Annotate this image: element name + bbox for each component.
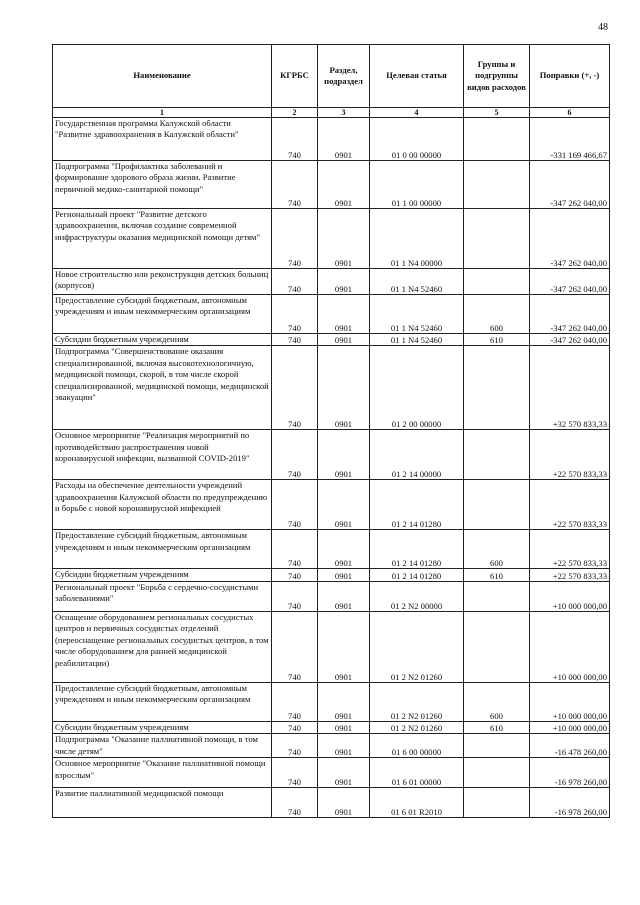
table-row <box>53 269 610 295</box>
table-row <box>53 118 610 161</box>
row-expense-group <box>464 758 530 788</box>
row-target-article: 01 2 N2 01260 <box>370 682 464 721</box>
table-row <box>53 334 610 346</box>
row-section: 0901 <box>318 209 370 269</box>
row-target-article: 01 2 14 00000 <box>370 430 464 480</box>
row-amendment-amount: +10 000 000,00 <box>530 581 610 611</box>
row-expense-group <box>464 161 530 209</box>
row-amendment-amount: +10 000 000,00 <box>530 682 610 721</box>
row-section: 0901 <box>318 721 370 733</box>
table-row <box>53 295 610 334</box>
row-section: 0901 <box>318 682 370 721</box>
row-kgrbs: 740 <box>272 581 318 611</box>
row-expense-group <box>464 581 530 611</box>
row-expense-group: 610 <box>464 569 530 581</box>
column-number: 2 <box>272 108 318 118</box>
row-kgrbs: 740 <box>272 295 318 334</box>
row-name: Основное мероприятие "Оказание паллиативной помощи взрослым" <box>53 758 272 788</box>
row-expense-group: 610 <box>464 721 530 733</box>
row-kgrbs: 740 <box>272 269 318 295</box>
table-row <box>53 346 610 430</box>
row-amendment-amount: +22 570 833,33 <box>530 480 610 530</box>
row-kgrbs: 740 <box>272 611 318 682</box>
row-amendment-amount: +32 570 833,33 <box>530 346 610 430</box>
row-target-article: 01 1 N4 00000 <box>370 209 464 269</box>
row-target-article: 01 6 00 00000 <box>370 734 464 758</box>
row-amendment-amount: -347 262 040,00 <box>530 269 610 295</box>
table-row <box>53 569 610 581</box>
header-row <box>53 45 610 108</box>
header-target: Целевая статья <box>370 45 464 108</box>
header-name: Наименование <box>53 45 272 108</box>
header-section: Раздел, подраздел <box>318 45 370 108</box>
header-amendments: Поправки (+, -) <box>530 45 610 108</box>
row-kgrbs: 740 <box>272 480 318 530</box>
row-section: 0901 <box>318 161 370 209</box>
row-name: Государственная программа Калужской области "Развитие здравоохранения в Калужской области" <box>53 118 272 161</box>
row-section: 0901 <box>318 118 370 161</box>
row-section: 0901 <box>318 581 370 611</box>
table-row <box>53 161 610 209</box>
row-name: Региональный проект "Развитие детского здравоохранения, включая создание современной инфраструктуры оказания медицинской помощи детям" <box>53 209 272 269</box>
row-amendment-amount: -347 262 040,00 <box>530 161 610 209</box>
row-name: Расходы на обеспечение деятельности учреждений здравоохранения Калужской области по предупреждению и борьбе с новой коронавирусной инфекцией <box>53 480 272 530</box>
row-section: 0901 <box>318 334 370 346</box>
row-expense-group <box>464 118 530 161</box>
column-number: 3 <box>318 108 370 118</box>
row-amendment-amount: -347 262 040,00 <box>530 295 610 334</box>
row-name: Развитие паллиативной медицинской помощи <box>53 788 272 818</box>
header-groups: Группы и подгруппы видов расходов <box>464 45 530 108</box>
table-row <box>53 611 610 682</box>
row-amendment-amount: +10 000 000,00 <box>530 611 610 682</box>
row-kgrbs: 740 <box>272 209 318 269</box>
row-expense-group <box>464 269 530 295</box>
header-kgrbs: КГРБС <box>272 45 318 108</box>
row-name: Подпрограмма "Совершенствование оказания специализированной, включая высокотехнологичную, медицинской помощи, скорой, в том числе скорой специализированной, медицинской помощи, медицинской эвакуации" <box>53 346 272 430</box>
table-row <box>53 430 610 480</box>
row-name: Предоставление субсидий бюджетным, автономным учреждениям и иным некоммерческим организациям <box>53 295 272 334</box>
row-target-article: 01 2 14 01280 <box>370 480 464 530</box>
row-expense-group <box>464 480 530 530</box>
row-kgrbs: 740 <box>272 530 318 569</box>
page-number: 48 <box>598 22 608 33</box>
row-target-article: 01 2 N2 01260 <box>370 721 464 733</box>
row-name: Субсидии бюджетным учреждениям <box>53 721 272 733</box>
row-target-article: 01 1 00 00000 <box>370 161 464 209</box>
row-name: Субсидии бюджетным учреждениям <box>53 334 272 346</box>
row-expense-group: 610 <box>464 334 530 346</box>
row-target-article: 01 1 N4 52460 <box>370 334 464 346</box>
row-amendment-amount: +10 000 000,00 <box>530 721 610 733</box>
row-target-article: 01 0 00 00000 <box>370 118 464 161</box>
row-kgrbs: 740 <box>272 334 318 346</box>
row-kgrbs: 740 <box>272 346 318 430</box>
row-kgrbs: 740 <box>272 758 318 788</box>
row-kgrbs: 740 <box>272 682 318 721</box>
row-expense-group <box>464 611 530 682</box>
row-section: 0901 <box>318 430 370 480</box>
row-name: Субсидии бюджетным учреждениям <box>53 569 272 581</box>
row-target-article: 01 1 N4 52460 <box>370 295 464 334</box>
row-expense-group <box>464 209 530 269</box>
row-amendment-amount: -347 262 040,00 <box>530 209 610 269</box>
row-amendment-amount: -16 978 260,00 <box>530 758 610 788</box>
column-number: 6 <box>530 108 610 118</box>
row-section: 0901 <box>318 611 370 682</box>
row-name: Предоставление субсидий бюджетным, автономным учреждениям и иным некоммерческим организациям <box>53 530 272 569</box>
column-number: 4 <box>370 108 464 118</box>
row-name: Новое строительство или реконструкция детских больниц (корпусов) <box>53 269 272 295</box>
column-number: 1 <box>53 108 272 118</box>
row-name: Подпрограмма "Профилактика заболеваний и формирование здорового образа жизни. Развитие первичной медико-санитарной помощи" <box>53 161 272 209</box>
row-section: 0901 <box>318 734 370 758</box>
row-section: 0901 <box>318 295 370 334</box>
budget-amendments-table <box>52 44 610 818</box>
row-kgrbs: 740 <box>272 118 318 161</box>
row-section: 0901 <box>318 269 370 295</box>
table-row <box>53 581 610 611</box>
row-section: 0901 <box>318 530 370 569</box>
row-kgrbs: 740 <box>272 430 318 480</box>
table-row <box>53 530 610 569</box>
row-expense-group <box>464 734 530 758</box>
row-amendment-amount: +22 570 833,33 <box>530 530 610 569</box>
row-target-article: 01 2 14 01280 <box>370 569 464 581</box>
row-amendment-amount: -16 478 260,00 <box>530 734 610 758</box>
row-amendment-amount: +22 570 833,33 <box>530 569 610 581</box>
row-target-article: 01 2 N2 00000 <box>370 581 464 611</box>
row-name: Предоставление субсидий бюджетным, автономным учреждениям и иным некоммерческим организациям <box>53 682 272 721</box>
table-body <box>53 108 610 818</box>
row-kgrbs: 740 <box>272 161 318 209</box>
row-target-article: 01 6 01 00000 <box>370 758 464 788</box>
row-name: Региональный проект "Борьба с сердечно-сосудистыми заболеваниями" <box>53 581 272 611</box>
row-section: 0901 <box>318 758 370 788</box>
row-section: 0901 <box>318 569 370 581</box>
row-expense-group: 600 <box>464 530 530 569</box>
row-kgrbs: 740 <box>272 788 318 818</box>
row-amendment-amount: -347 262 040,00 <box>530 334 610 346</box>
table-row <box>53 682 610 721</box>
row-target-article: 01 2 N2 01260 <box>370 611 464 682</box>
column-number: 5 <box>464 108 530 118</box>
table-row <box>53 721 610 733</box>
row-amendment-amount: -331 169 466,67 <box>530 118 610 161</box>
row-kgrbs: 740 <box>272 569 318 581</box>
row-section: 0901 <box>318 346 370 430</box>
row-section: 0901 <box>318 788 370 818</box>
row-target-article: 01 6 01 R2010 <box>370 788 464 818</box>
row-name: Основное мероприятие "Реализация мероприятий по противодействию распространения новой коронавирусной инфекции, вызванной COVID-2019" <box>53 430 272 480</box>
row-expense-group: 600 <box>464 295 530 334</box>
table-row <box>53 209 610 269</box>
row-expense-group <box>464 346 530 430</box>
row-target-article: 01 2 14 01280 <box>370 530 464 569</box>
row-target-article: 01 2 00 00000 <box>370 346 464 430</box>
row-amendment-amount: +22 570 833,33 <box>530 430 610 480</box>
row-name: Оснащение оборудованием региональных сосудистых центров и первичных сосудистых отделений (переоснащение региональных сосудистых центров, в том числе оборудованием для ранней медицинской реабилитации) <box>53 611 272 682</box>
table-row <box>53 480 610 530</box>
row-kgrbs: 740 <box>272 734 318 758</box>
row-expense-group: 600 <box>464 682 530 721</box>
row-expense-group <box>464 430 530 480</box>
row-target-article: 01 1 N4 52460 <box>370 269 464 295</box>
column-number-row <box>53 108 610 118</box>
row-kgrbs: 740 <box>272 721 318 733</box>
row-name: Подпрограмма "Оказание паллиативной помощи, в том числе детям" <box>53 734 272 758</box>
table-row <box>53 758 610 788</box>
row-amendment-amount: -16 978 260,00 <box>530 788 610 818</box>
row-expense-group <box>464 788 530 818</box>
table-row <box>53 788 610 818</box>
row-section: 0901 <box>318 480 370 530</box>
table-row <box>53 734 610 758</box>
